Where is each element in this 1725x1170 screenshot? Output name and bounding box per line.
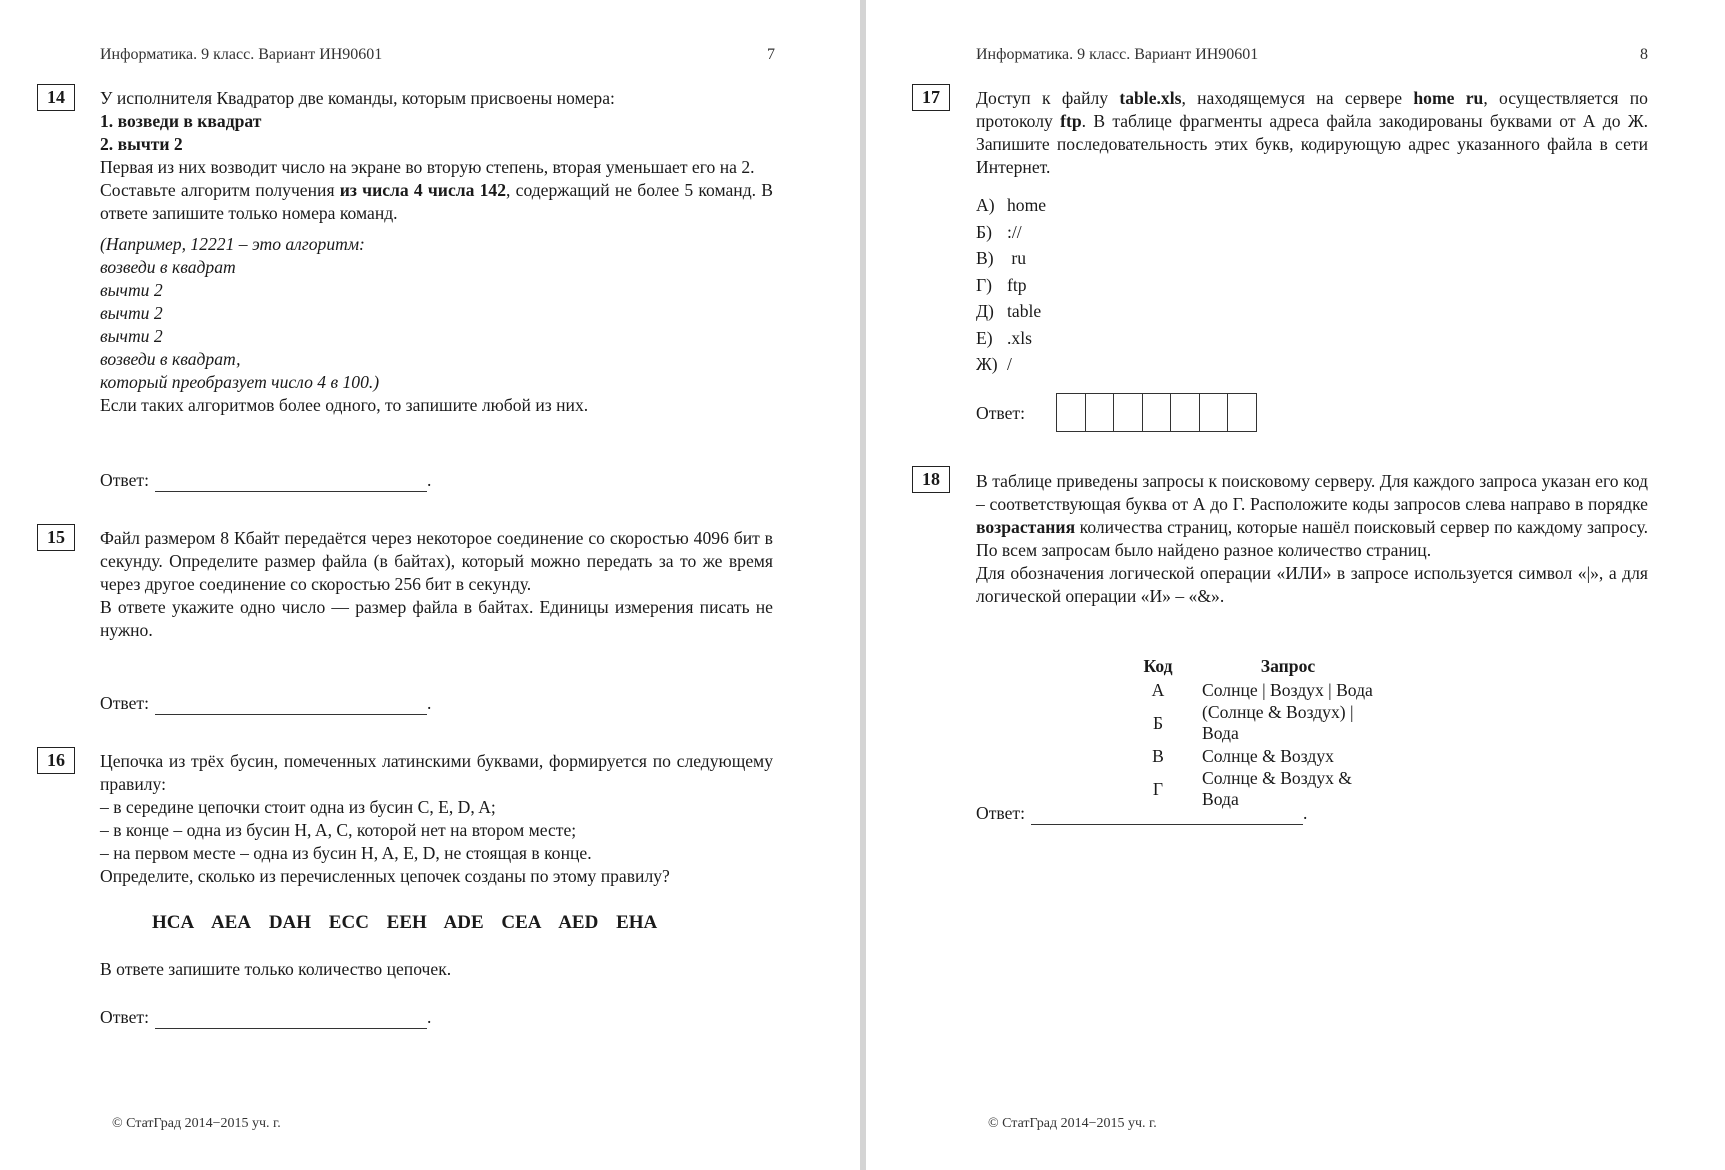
q16-question: Определите, сколько из перечисленных цепочек созданы по этому правилу?: [100, 866, 670, 886]
question-18: [976, 470, 1648, 608]
answer-cell[interactable]: [1199, 393, 1229, 432]
query-code: А: [1151, 679, 1165, 700]
q14-example-line: вычти 2: [100, 326, 163, 346]
chain-item: AEA: [210, 912, 252, 933]
q14-command-2: 2. вычти 2: [100, 134, 183, 154]
q14-task: Составьте алгоритм получения из числа 4 числа 142, содержащий не более 5 команд. В ответе запишите только номера команд.: [100, 180, 774, 223]
query-text: Солнце | Воздух | Вода: [1202, 679, 1373, 700]
q14-answer: [100, 469, 431, 492]
q15-instruction: В ответе укажите одно число — размер файла в байтах. Единицы измерения писать не нужно.: [100, 597, 773, 640]
page-header: Информатика. 9 класс. Вариант ИН90601: [976, 46, 1259, 63]
answer-period: .: [426, 1007, 432, 1027]
chain-item: EHA: [616, 912, 658, 933]
answer-line[interactable]: [1031, 806, 1303, 825]
q17-option: Ж) /: [976, 354, 1012, 374]
q18-answer: [976, 802, 1307, 825]
question-15: [100, 527, 773, 642]
chain-item: ADE: [443, 912, 484, 933]
chain-item: AED: [558, 912, 599, 933]
question-number-16: 16: [37, 747, 75, 774]
q14-intro: У исполнителя Квадратор две команды, которым присвоены номера:: [100, 88, 615, 108]
q17-options: [976, 192, 1046, 378]
q15-text: Файл размером 8 Кбайт передаётся через некоторое соединение со скоростью 4096 бит в секунду. Определите размер файла (в байтах), который можно передать за то же время через другое соединение со скоростью 256 бит в секунду.: [100, 528, 773, 594]
q14-example-line: возведи в квадрат,: [100, 349, 241, 369]
answer-period: .: [426, 693, 432, 713]
q17-answer-label: Ответ:: [976, 403, 1025, 423]
answer-label: Ответ:: [976, 803, 1025, 823]
question-16: [100, 750, 773, 888]
q16-chains: [152, 911, 668, 934]
q17-option: Г) ftp: [976, 274, 1027, 295]
q14-example-line: возведи в квадрат: [100, 257, 236, 277]
table-header-row: [1128, 654, 1388, 678]
query-text: (Солнце & Воздух) | Вода: [1202, 702, 1354, 743]
answer-line[interactable]: [155, 1010, 427, 1029]
answer-cell[interactable]: [1085, 393, 1115, 432]
chain-item: DAH: [268, 912, 312, 933]
question-17: [976, 87, 1648, 179]
page-number: 8: [1640, 46, 1648, 63]
q16-rule: – на первом месте – одна из бусин H, A, E, D, не стоящая в конце.: [100, 843, 592, 863]
answer-cell[interactable]: [1142, 393, 1172, 432]
q14-note: Если таких алгоритмов более одного, то запишите любой из них.: [100, 395, 589, 415]
answer-line[interactable]: [155, 696, 427, 715]
right-page: [866, 0, 1725, 1170]
page-number: 7: [767, 46, 775, 63]
q15-answer: [100, 692, 431, 715]
answer-cell[interactable]: [1227, 393, 1257, 432]
q18-query-table: [1128, 654, 1388, 810]
q17-answer-boxes[interactable]: [1056, 393, 1257, 432]
q17-option: Д) table: [976, 301, 1042, 321]
page-footer: © СтатГрад 2014−2015 уч. г.: [988, 1116, 1157, 1131]
query-code: В: [1152, 745, 1164, 766]
q14-example: [100, 233, 773, 394]
q16-answer: [100, 1006, 431, 1029]
q14-example-line: который преобразует число 4 в 100.): [100, 372, 380, 392]
question-number-18: 18: [912, 466, 950, 493]
query-code: Б: [1152, 712, 1164, 733]
chain-item: CEA: [501, 912, 542, 933]
q14-description: Первая из них возводит число на экране во вторую степень, вторая уменьшает его на 2.: [100, 157, 755, 177]
column-header-code: Код: [1143, 655, 1173, 676]
answer-label: Ответ:: [100, 693, 149, 713]
q16-intro: Цепочка из трёх бусин, помеченных латинскими буквами, формируется по следующему правилу:: [100, 751, 773, 794]
q16-rule: – в середине цепочки стоит одна из бусин C, E, D, A;: [100, 797, 496, 817]
answer-cell[interactable]: [1113, 393, 1143, 432]
table-row: [1128, 744, 1388, 768]
q18-operators: Для обозначения логической операции «ИЛИ» в запросе используется символ «|», а для логической операции «И» – «&».: [976, 563, 1648, 606]
query-text: Солнце & Воздух & Вода: [1202, 768, 1352, 809]
answer-cell[interactable]: [1056, 393, 1086, 432]
question-number-17: 17: [912, 84, 950, 111]
question-number-15: 15: [37, 524, 75, 551]
question-14: [100, 87, 773, 417]
q17-option: Е) .xls: [976, 327, 1032, 348]
answer-line[interactable]: [155, 473, 427, 492]
q17-option: Б) ://: [976, 221, 1022, 242]
q14-example-line: вычти 2: [100, 303, 163, 323]
chain-item: HCA: [152, 912, 195, 933]
chain-item: EEH: [386, 912, 427, 933]
q14-example-line: вычти 2: [100, 280, 163, 300]
q18-text: В таблице приведены запросы к поисковому серверу. Для каждого запроса указан его код – соответствующая буква от А до Г. Расположите коды запросов слева направо в порядке возрастания количества страниц, которые нашёл поисковый сервер по каждому запросу. По всем запросам было найдено разное количество страниц.: [976, 471, 1648, 560]
query-text: Солнце & Воздух: [1202, 745, 1334, 766]
answer-label: Ответ:: [100, 470, 149, 490]
q16-rule: – в конце – одна из бусин H, A, C, которой нет на втором месте;: [100, 820, 577, 840]
q17-text: Доступ к файлу table.xls, находящемуся на сервере home ru, осуществляется по протоколу ftp. В таблице фрагменты адреса файла закодированы буквами от А до Ж. Запишите последовательность этих букв, кодирующую адрес указанного файла в сети Интернет.: [976, 88, 1648, 177]
column-header-query: Запрос: [1260, 655, 1316, 676]
answer-cell[interactable]: [1170, 393, 1200, 432]
page-header: Информатика. 9 класс. Вариант ИН90601: [100, 46, 383, 63]
query-code: Г: [1152, 778, 1164, 799]
q14-command-1: 1. возведи в квадрат: [100, 111, 262, 131]
q17-option: В) ru: [976, 248, 1027, 268]
answer-period: .: [1302, 803, 1308, 823]
table-row: [1128, 702, 1388, 744]
page-footer: © СтатГрад 2014−2015 уч. г.: [112, 1116, 281, 1131]
table-row: [1128, 678, 1388, 702]
question-number-14: 14: [37, 84, 75, 111]
answer-label: Ответ:: [100, 1007, 149, 1027]
left-page: [0, 0, 860, 1170]
chain-item: ECC: [328, 912, 369, 933]
q16-instruction: В ответе запишите только количество цепочек.: [100, 959, 452, 979]
answer-period: .: [426, 470, 432, 490]
q14-example-line: (Например, 12221 – это алгоритм:: [100, 234, 365, 254]
q17-option: А) home: [976, 195, 1047, 215]
